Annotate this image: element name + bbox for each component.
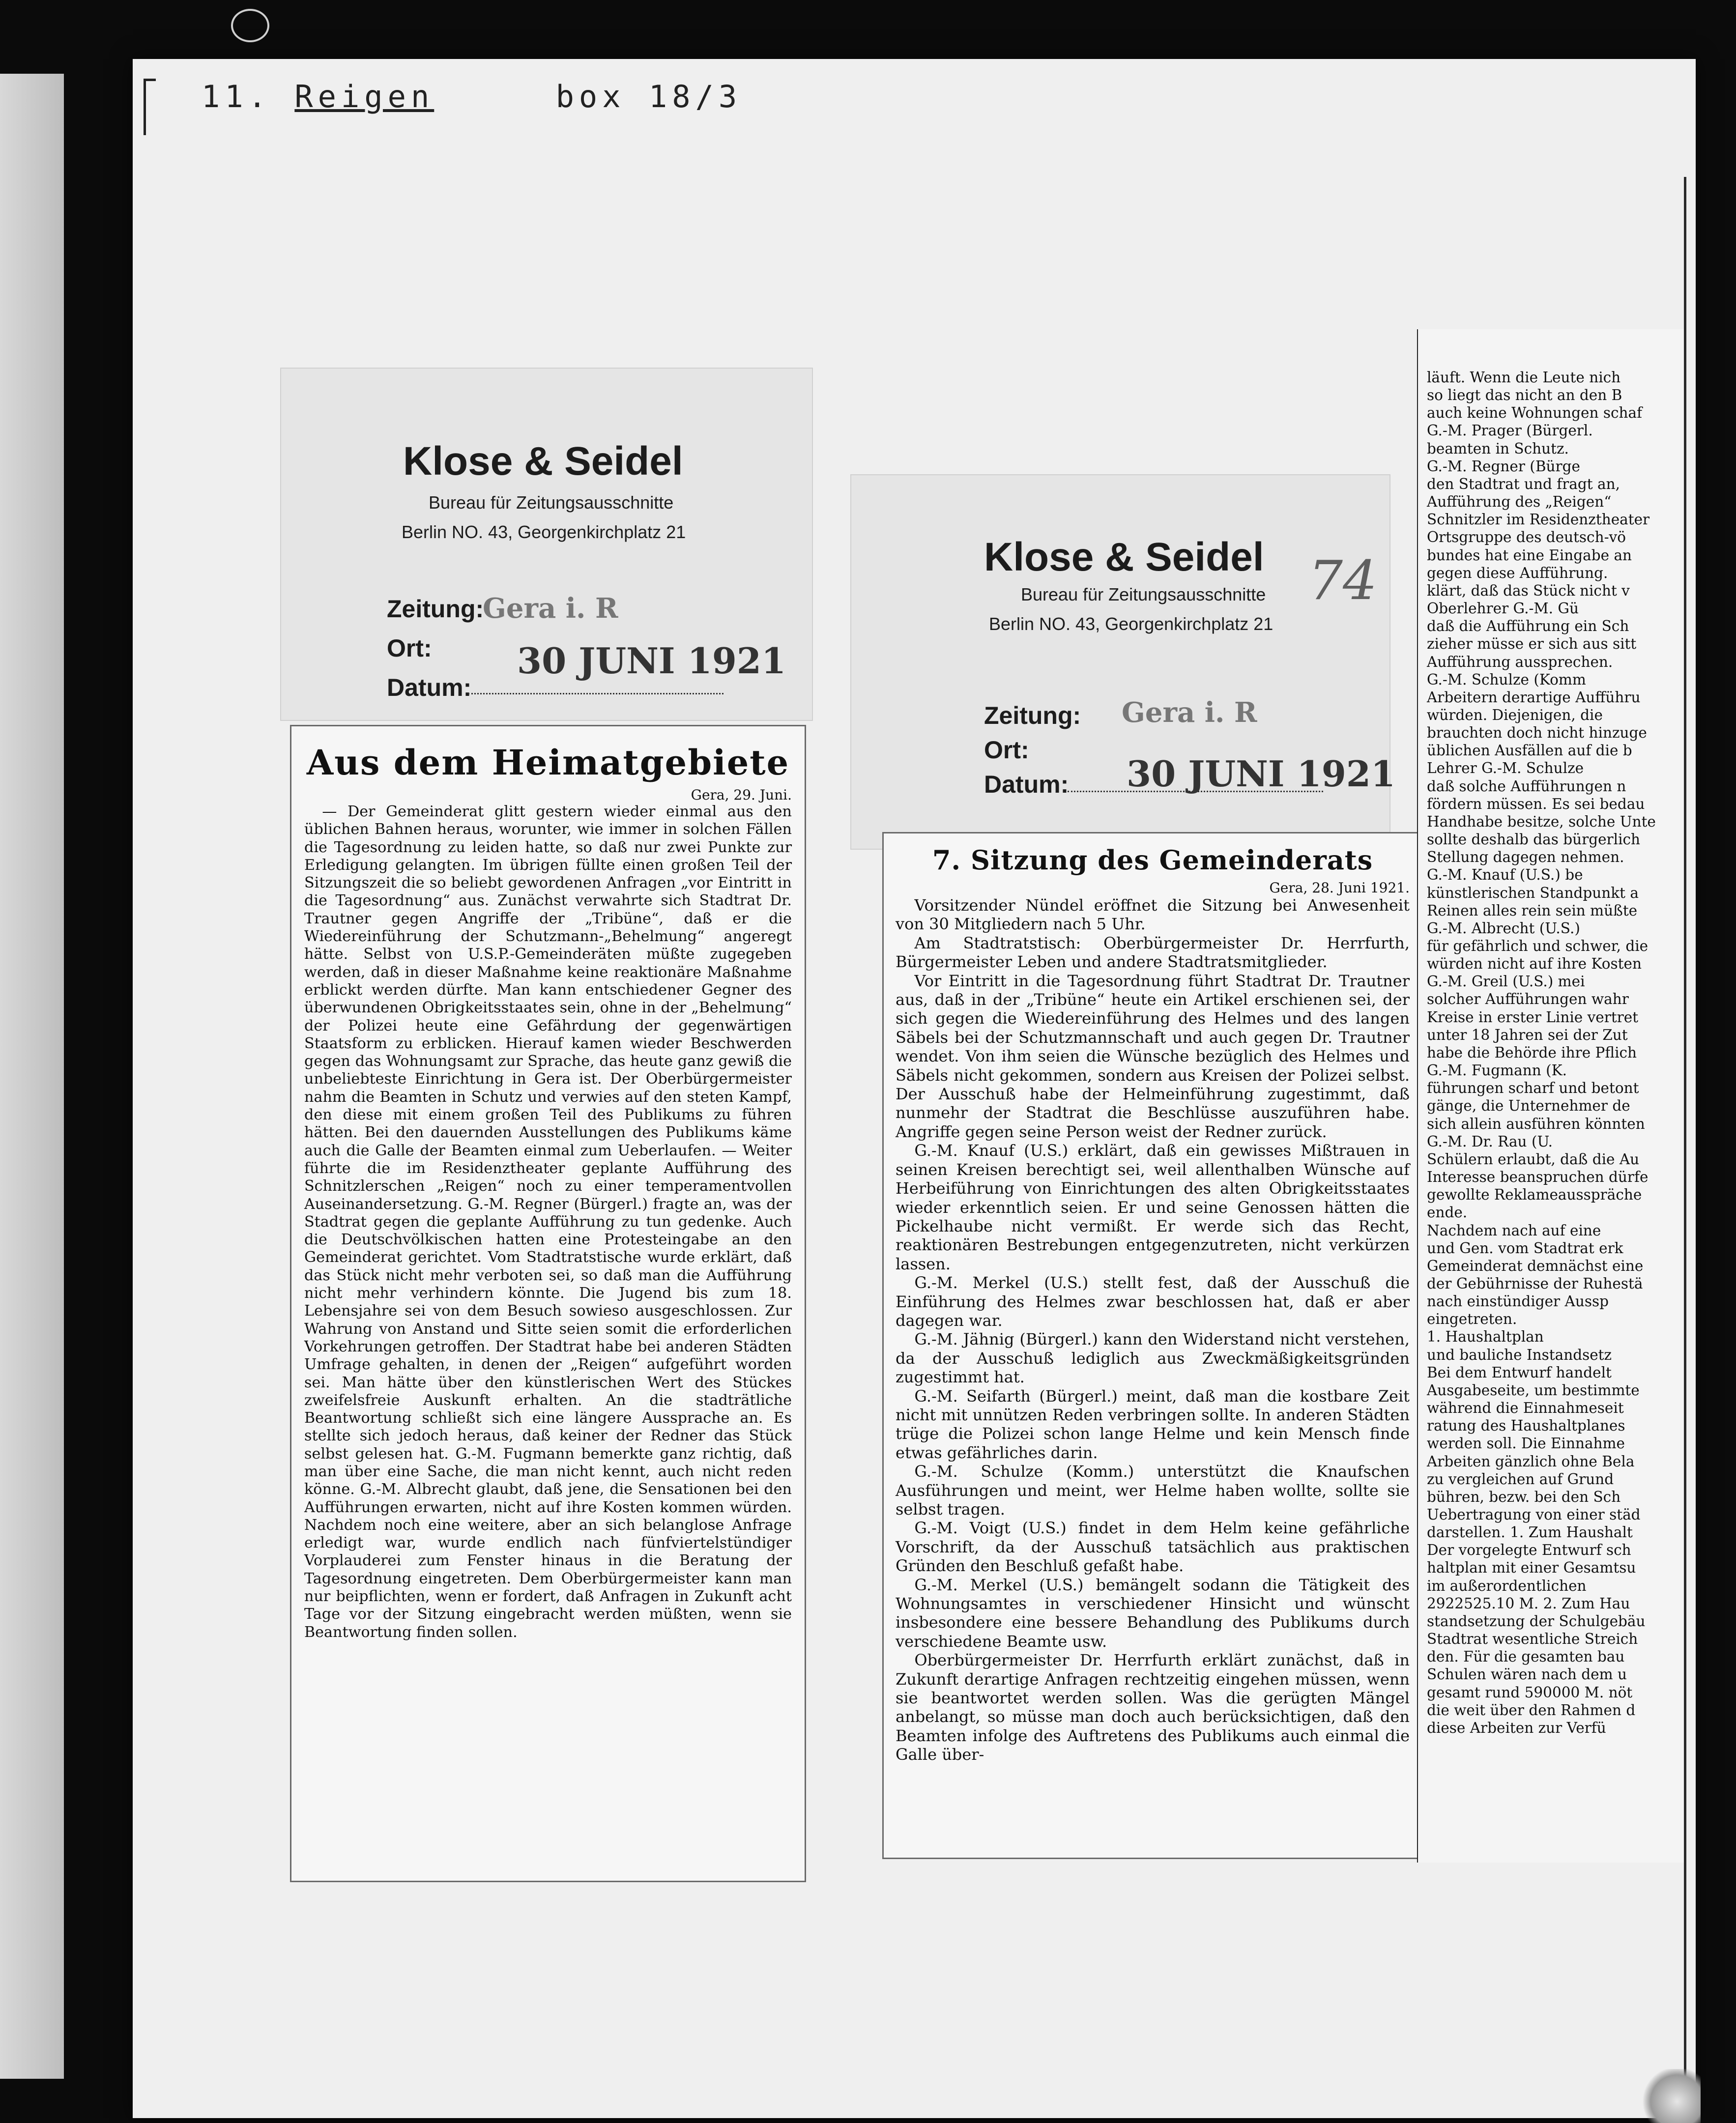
clipping-line: Schülern erlaubt, daß die Au [1427, 1150, 1640, 1168]
clipping-heading: Aus dem Heimatgebiete [306, 742, 790, 783]
clipping-paragraph: Vorsitzender Nündel eröffnet die Sitzung bei Anwesenheit von 30 Mitgliedern nach 5 Uhr. [896, 896, 1410, 934]
clipping-line: gegen diese Aufführung. [1427, 564, 1608, 581]
clipping-line: die weit über den Rahmen d [1427, 1701, 1636, 1719]
clipping-line: haltplan mit einer Gesamtsu [1427, 1559, 1636, 1577]
clipping-line: gesamt rund 590000 M. nöt [1427, 1684, 1633, 1701]
stamp-datum-value: 30 JUNI 1921 [1127, 753, 1396, 795]
clipping-paragraph: G.-M. Voigt (U.S.) findet in dem Helm keine gefährliche Vorschrift, da der Ausschuß tatsächlich aus praktischen Gründen den Beschluß gefaßt habe. [896, 1519, 1410, 1576]
clipping-paragraph: G.-M. Merkel (U.S.) bemängelt sodann die Tätigkeit des Wohnungsamtes in verschiedener Hinsicht und wünscht insbesondere eine bessere Behandlung des Publikums durch verschiedene Beamte usw. [896, 1575, 1410, 1651]
clipping-line: G.-M. Greil (U.S.) mei [1427, 973, 1585, 990]
stamp-ort-label: Ort: [387, 634, 432, 662]
clipping-line: den. Für die gesamten bau [1427, 1648, 1625, 1665]
clipping-line: Stadtrat wesentliche Streich [1427, 1631, 1638, 1648]
clipping-line: 2922525.10 M. 2. Zum Hau [1427, 1595, 1630, 1612]
clipping-line: und bauliche Instandsetz [1427, 1346, 1612, 1363]
clipping-line: Arbeitern derartige Aufführu [1427, 689, 1641, 706]
stamp-datum-label: Datum: [387, 674, 472, 701]
clipping-line: üblichen Ausfällen auf die b [1427, 742, 1632, 759]
clipping-line: bühren, bezw. bei den Sch [1427, 1488, 1621, 1505]
adjacent-page-edge [0, 74, 64, 2079]
clipping-line: beamten in Schutz. [1427, 440, 1569, 457]
clipping-line: darstellen. 1. Zum Haushalt [1427, 1524, 1633, 1541]
clipping-service-stamp [280, 368, 813, 721]
stamp-firm-name: Klose & Seidel [403, 439, 683, 484]
stamp-bureau: Bureau für Zeitungsausschnitte [1021, 584, 1266, 604]
clipping-line: eingetreten. [1427, 1311, 1517, 1328]
clipping-line: G.-M. Regner (Bürge [1427, 458, 1580, 475]
clipping-line: brauchten doch nicht hinzuge [1427, 724, 1647, 742]
clipping-line: Kreise in erster Linie vertret [1427, 1008, 1639, 1026]
clipping-paragraph: G.-M. Schulze (Komm.) unterstützt die Knaufschen Ausführungen und meint, wer Helme haben wollte, sollte sie selbst tragen. [896, 1462, 1410, 1519]
stamp-datum-value: 30 JUNI 1921 [517, 640, 786, 682]
clipping-line: Schnitzler im Residenztheater [1427, 511, 1650, 528]
clipping-line: Aufführung des „Reigen“ [1427, 493, 1612, 511]
clipping-line: Lehrer G.-M. Schulze [1427, 760, 1584, 777]
clipping-line: gänge, die Unternehmer de [1427, 1097, 1630, 1115]
clipping-line: künstlerischen Standpunkt a [1427, 884, 1639, 901]
clipping-line: werden soll. Die Einnahme [1427, 1435, 1625, 1452]
stamp-zeitung-value: Gera i. R [1122, 696, 1257, 729]
stamp-zeitung-value: Gera i. R [483, 592, 618, 625]
clipping-paragraph: G.-M. Merkel (U.S.) stellt fest, daß der Ausschuß die Einführung des Helmes zwar beschlossen hat, daß er aber dagegen war. [896, 1273, 1410, 1330]
pencil-annotation: 74 [1308, 549, 1377, 612]
clipping-line: unter 18 Jahren sei der Zut [1427, 1026, 1628, 1043]
clipping-line: solcher Aufführungen wahr [1427, 991, 1629, 1008]
folder-title: Reigen [294, 79, 434, 115]
clipping-line: Reinen alles rein sein müßte [1427, 902, 1638, 919]
stamp-ort-label: Ort: [984, 736, 1029, 764]
clipping-line: Oberlehrer G.-M. Gü [1427, 600, 1579, 617]
clipping-line: standsetzung der Schulgebäu [1427, 1612, 1646, 1630]
clipping-line: Der vorgelegte Entwurf sch [1427, 1542, 1631, 1559]
clipping-line: G.-M. Schulze (Komm [1427, 671, 1586, 688]
newspaper-clipping [882, 832, 1423, 1859]
clipping-line: habe die Behörde ihre Pflich [1427, 1044, 1637, 1061]
clipping-line: Ausgabeseite, um bestimmte [1427, 1381, 1640, 1399]
clipping-heading: 7. Sitzung des Gemeinderats [932, 844, 1373, 876]
clipping-line: daß die Aufführung ein Sch [1427, 618, 1629, 635]
stamp-datum-label: Datum: [984, 771, 1069, 798]
clipping-paragraph: Am Stadtratstisch: Oberbürgermeister Dr. Herrfurth, Bürgermeister Leben und andere Stadtratsmitglieder. [896, 933, 1410, 972]
clipping-line: Uebertragung von einer städ [1427, 1506, 1641, 1523]
punch-hole-mark [231, 9, 269, 42]
clipping-line: Gemeinderat demnächst eine [1427, 1257, 1644, 1274]
newspaper-clipping-partial [1418, 329, 1686, 1863]
stamp-address: Berlin NO. 43, Georgenkirchplatz 21 [989, 614, 1273, 634]
clipping-line: G.-M. Prager (Bürgerl. [1427, 422, 1593, 439]
stamp-zeitung-label: Zeitung: [387, 595, 484, 623]
clipping-line: zieher müsse er sich aus sitt [1427, 635, 1637, 653]
clipping-line: sollte deshalb das bürgerlich [1427, 831, 1641, 848]
clipping-line: gewollte Reklameausspräche [1427, 1186, 1642, 1204]
clipping-service-stamp [850, 474, 1396, 850]
clipping-line: für gefährlich und schwer, die [1427, 938, 1649, 954]
clipping-line: G.-M. Dr. Rau (U. [1427, 1133, 1553, 1150]
newspaper-clipping [290, 725, 806, 1882]
clipping-line: G.-M. Knauf (U.S.) be [1427, 866, 1583, 884]
clipping-line: würden nicht auf ihre Kosten [1427, 955, 1642, 973]
clipping-line: daß solche Aufführungen n [1427, 777, 1626, 795]
folder-header [202, 79, 742, 115]
folder-number: 11. [202, 79, 271, 115]
clipping-line: während die Einnahmeseit [1427, 1400, 1624, 1417]
clipping-line: den Stadtrat und fragt an, [1427, 475, 1620, 492]
clipping-line: fördern müssen. Es sei bedau [1427, 795, 1645, 812]
clipping-line: diese Arbeiten zur Verfü [1427, 1719, 1606, 1736]
stamp-address: Berlin NO. 43, Georgenkirchplatz 21 [402, 522, 686, 542]
clipping-line: und Gen. vom Stadtrat erk [1427, 1239, 1623, 1257]
clipping-line: Ortsgruppe des deutsch-vö [1427, 529, 1626, 546]
clipping-line: ratung des Haushaltplanes [1427, 1417, 1625, 1434]
clipping-line: bundes hat eine Eingabe an [1427, 546, 1632, 564]
clipping-body: — Der Gemeinderat glitt gestern wieder einmal aus den üblichen Bahnen heraus, worunter, wie immer in solchen Fällen die Tagesordnung zu leiden hatte, so daß nur zwei Punkte zur Erledigung gelangten. Im übrigen füllte einen großen Teil der Sitzungszeit die so beliebt gewordenen Anfragen „vor Eintritt in die Tagesordnung“ aus. Zunächst verwahrte sich Stadtrat Dr. Trautner gegen Angriffe der „Tribüne“, daß er die Wiedereinführung der Schutzmann-„Behelmung“ angeregt hätte. Selbst von U.S.P.-Gemeinderäten müßte zugegeben werden, daß in dieser Maßnahme keine reaktionäre Maßnahme erblickt werden dürfte. Man kann entschiedener Gegner des überwundenen Obrigkeitsstaates sein, ohne in der „Behelmung“ der Polizei heute eine Gefährdung der gegenwärtigen Staatsform zu erblicken. Hierauf kamen wieder Beschwerden gegen das Wohnungsamt zur Sprache, das heute ganz gewiß die unbeliebteste Einrichtung in Gera ist. Der Oberbürgermeister nahm die Beamten in Schutz und verwies auf den steten Kampf, den diese mit einem großen Teil des Publikums zu führen hätten. Bei den dauernden Ausstellungen des Publikums käme auch die Galle der Beamten einmal zum Ueberlaufen. — Weiter führte die im Residenztheater geplante Aufführung des Schnitzlerschen „Reigen“ noch zu einer temperamentvollen Auseinandersetzung. G.-M. Regner (Bürgerl.) fragte an, was der Stadtrat gegen die geplante Aufführung zu tun gedenke. Auch die Deutschvölkischen hatten eine Protesteingabe an den Gemeinderat gerichtet. Vom Stadtratstische wurde erklärt, daß das Stück nicht mehr verboten sei, so daß man die Aufführung nicht mehr verhindern könnte. Die Jugend bis zum 18. Lebensjahre sei von dem Besuch sowieso ausgeschlossen. Zur Wahrung von Anstand und Sitte seien somit die erforderlichen Vorkehrungen getroffen. Der Stadtrat habe bei anderen Städten Umfrage gehalten, in denen der „Reigen“ aufgeführt worden sei. Man hätte über den künstlerischen Wert des Stückes zweifelsfreie Auskunft erhalten. An die stadträtliche Beantwortung schließt sich eine längere Aussprache an. Es stellte sich jedoch heraus, daß keiner der Redner das Stück selbst gelesen hat. G.-M. Fugmann bemerkte ganz richtig, daß man über eine Sache, die man nicht kennt, auch nicht reden könne. G.-M. Albrecht glaubt, daß jene, die Sensationen bei den Aufführungen erwarten, nicht auf ihre Kosten kommen würden. Nachdem noch eine weitere, aber an sich belanglose Anfrage erledigt war, wurde endlich nach fünfviertelstündiger Vorplauderei zum Fenster hinaus in die Beratung der Tagesordnung eingetreten. Dem Oberbürgermeister kann man nur beipflichten, wenn er fordert, daß Anfragen in Zukunft acht Tage vor der Sitzung eingebracht werden müßten, wenn sie Beantwortung finden sollen. [304, 803, 792, 1641]
corner-bracket [144, 79, 156, 135]
clipping-line: sich allein ausführen könnten [1427, 1115, 1645, 1132]
clipping-line: nach einstündiger Aussp [1427, 1293, 1609, 1310]
stamp-firm-name: Klose & Seidel [984, 535, 1264, 579]
clipping-line: Aufführung aussprechen. [1427, 653, 1613, 670]
clipping-line: im außerordentlichen [1427, 1577, 1587, 1594]
clipping-paragraph: G.-M. Knauf (U.S.) erklärt, daß ein gewisses Mißtrauen in seinen Kreisen berechtigt sei, weil allenthalben Wünsche auf Herbeiführung von Einrichtungen des alten Obrigkeitsstaates wieder erkenntlich seien. Er und seine Genossen hätten die Pickelhaube nicht vermißt. Er werde sich das Recht, reaktionären Bestrebungen entgegenzutreten, nicht verkürzen lassen. [896, 1141, 1410, 1273]
clipping-line: ende. [1427, 1204, 1468, 1221]
clipping-paragraph: G.-M. Jähnig (Bürgerl.) kann den Widerstand nicht verstehen, da der Ausschuß lediglich aus Zweckmäßigkeitsgründen zugestimmt hat. [896, 1330, 1410, 1387]
clipping-line: klärt, daß das Stück nicht v [1427, 582, 1630, 599]
clipping-paragraph: Vor Eintritt in die Tagesordnung führt Stadtrat Dr. Trautner aus, daß in der „Tribüne“ heute ein Artikel erschienen sei, der sich gegen die Wiedereinführung des Helmes und des langen Säbels bei der Schutzmannschaft und auch gegen Dr. Trautner wendet. Von ihm seien die Wünsche bezüglich des Helmes und Säbels nicht gekommen, sondern aus Kreisen der Polizei selbst. Der Ausschuß habe der Helmeinführung zugestimmt, daß nunmehr der Stadtrat die Beschlüsse auszuführen habe. Angriffe gegen seine Person weist der Redner zurück. [896, 971, 1410, 1141]
clipping-line: läuft. Wenn die Leute nich [1427, 369, 1621, 386]
stamp-datum-line [468, 693, 723, 694]
clipping-line: Stellung dagegen nehmen. [1427, 849, 1624, 866]
clipping-line: der Gebührnisse der Ruhestä [1427, 1275, 1643, 1292]
clipping-paragraph: Oberbürgermeister Dr. Herrfurth erklärt zunächst, daß in Zukunft derartige Anfragen rechtzeitig eingehen müssen, wenn sie beantwortet werden sollen. Was die gerügten Mängel anbelangt, so müsse man doch auch berücksichtigen, daß den Beamten infolge des Auftretens des Publikums auch einmal die Galle über- [896, 1651, 1410, 1764]
clipping-dateline: Gera, 29. Juni. [691, 787, 792, 803]
clipping-line: G.-M. Fugmann (K. [1427, 1062, 1567, 1079]
clipping-line: auch keine Wohnungen schaf [1427, 404, 1643, 422]
clipping-line: Nachdem nach auf eine [1427, 1222, 1601, 1239]
clipping-line: Handhabe besitze, solche Unte [1427, 813, 1656, 830]
stamp-zeitung-label: Zeitung: [984, 702, 1081, 729]
clipping-line: G.-M. Albrecht (U.S.) [1427, 919, 1580, 937]
clipping-line: Bei dem Entwurf handelt [1427, 1364, 1612, 1381]
clipping-line: Arbeiten gänzlich ohne Bela [1427, 1453, 1635, 1470]
clipping-dateline: Gera, 28. Juni 1921. [1269, 880, 1410, 896]
clipping-line: würden. Diejenigen, die [1427, 706, 1603, 723]
clipping-line: so liegt das nicht an den B [1427, 387, 1622, 404]
stamp-bureau: Bureau für Zeitungsausschnitte [429, 492, 674, 513]
clipping-line: zu vergleichen auf Grund [1427, 1470, 1614, 1488]
sheet-right-edge [1684, 177, 1686, 2094]
film-artifact [1642, 2069, 1701, 2123]
box-number: box 18/3 [555, 79, 742, 115]
clipping-paragraph: G.-M. Seifarth (Bürgerl.) meint, daß man die kostbare Zeit nicht mit unnützen Reden verbringen sollte. In anderen Städten trüge die Polizei schon lange Helme und kein Mensch finde etwas gefährliches darin. [896, 1386, 1410, 1462]
clipping-line: führungen scharf und betont [1427, 1080, 1639, 1097]
clipping-line: Schulen wären nach dem u [1427, 1666, 1627, 1683]
clipping-line: 1. Haushaltplan [1427, 1328, 1544, 1346]
clipping-line: Interesse beanspruchen dürfe [1427, 1169, 1649, 1186]
